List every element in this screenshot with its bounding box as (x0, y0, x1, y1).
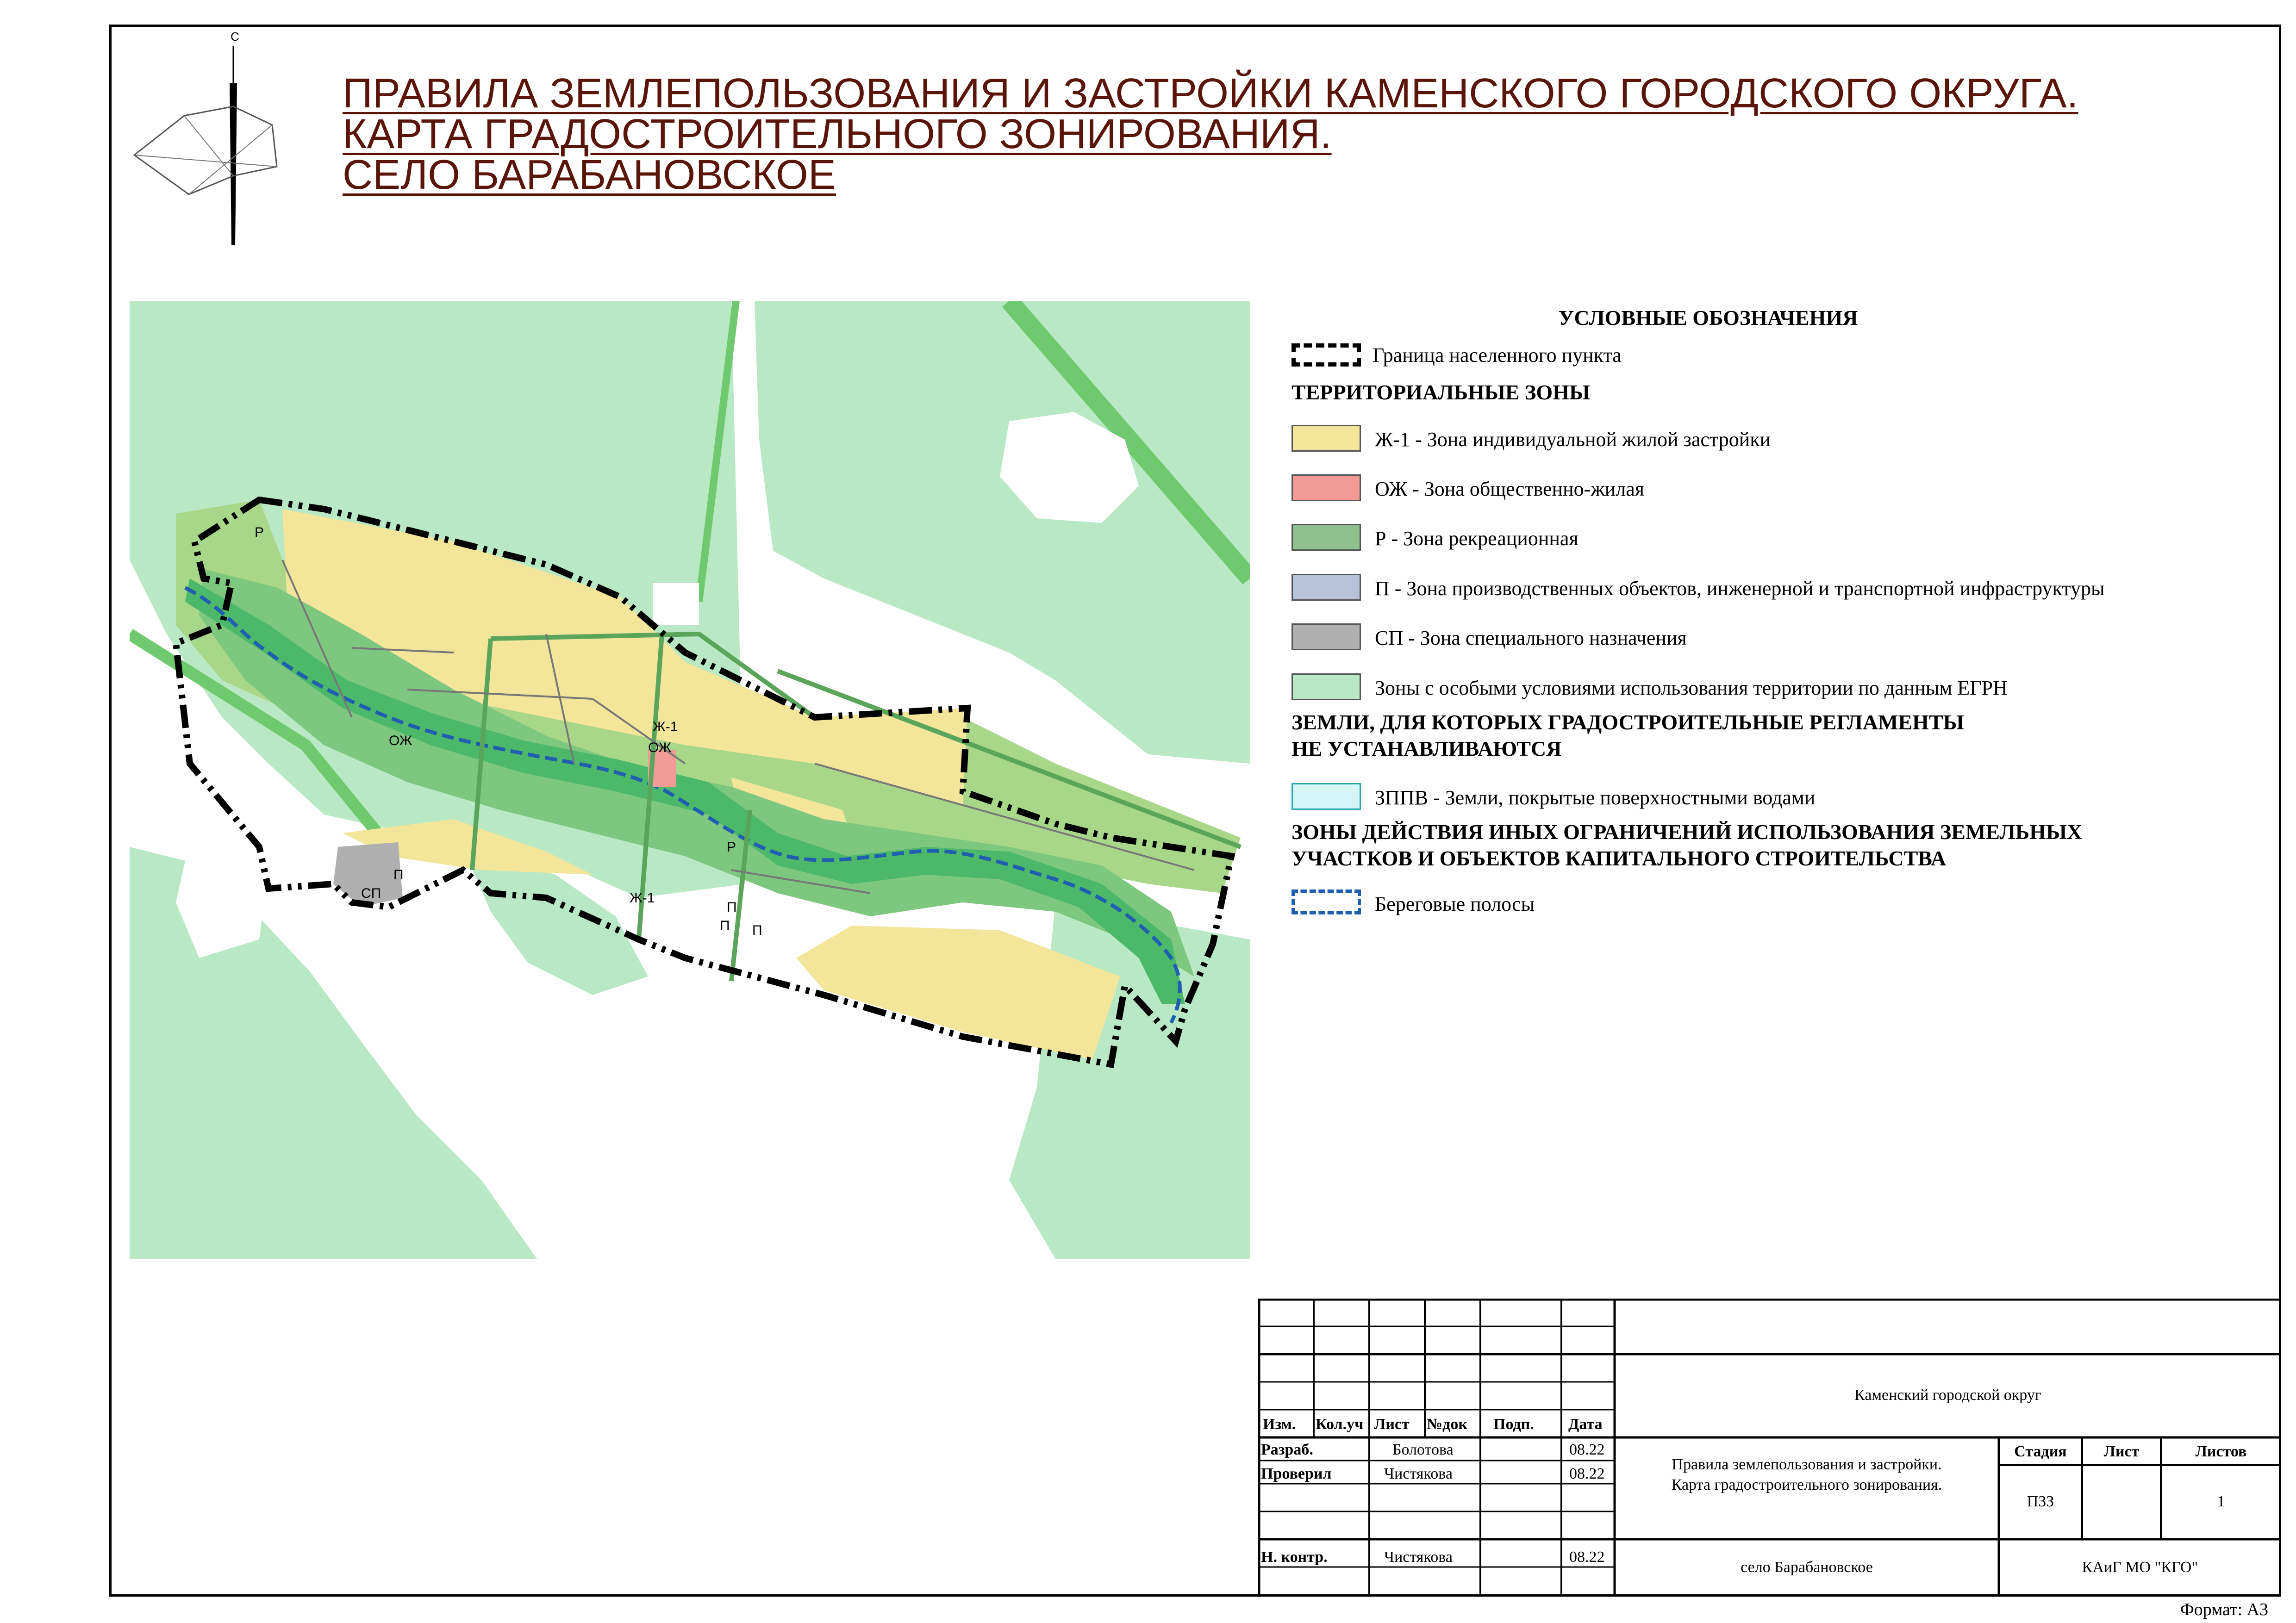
ozh-swatch (1292, 474, 1361, 501)
name-proveril: Чистякова (1384, 1465, 1453, 1482)
legend-zone-label: Ж-1 - Зона индивидуальной жилой застройки (1375, 428, 1771, 451)
map-label-p-3: П (752, 923, 762, 938)
sp-swatch (1292, 623, 1361, 650)
role-nkontr: Н. контр. (1261, 1548, 1328, 1566)
sheet-label: Лист (2103, 1443, 2140, 1460)
role-proveril: Проверил (1261, 1465, 1332, 1482)
legend-zone-label: Р - Зона рекреационная (1375, 527, 1578, 550)
north-arrow-icon (124, 28, 286, 250)
map-label-zh1-2: Ж-1 (630, 890, 655, 906)
legend-lands-heading-1: ЗЕМЛИ, ДЛЯ КОТОРЫХ ГРАДОСТРОИТЕЛЬНЫЕ РЕГЛАМЕНТЫ (1292, 710, 1964, 734)
map-label-p-2: П (720, 918, 730, 933)
legend-restr-label: Береговые полосы (1375, 893, 1535, 915)
zppv-swatch (1292, 783, 1361, 810)
name-razrab: Болотова (1392, 1441, 1454, 1458)
r-swatch (1292, 524, 1361, 551)
legend-boundary-label: Граница населенного пункта (1373, 344, 1622, 367)
title-line-2: КАРТА ГРАДОСТРОИТЕЛЬНОГО ЗОНИРОВАНИЯ. (343, 111, 1332, 157)
zh1-swatch (1292, 425, 1361, 452)
map-label-sp: СП (361, 886, 381, 901)
zoning-map (130, 301, 1250, 1259)
header-list: Лист (1374, 1416, 1410, 1433)
legend-title: УСЛОВНЫЕ ОБОЗНАЧЕНИЯ (1558, 306, 1858, 330)
map-title (343, 70, 2078, 198)
date-proveril: 08.22 (1569, 1465, 1605, 1482)
title-line-1: ПРАВИЛА ЗЕМЛЕПОЛЬЗОВАНИЯ И ЗАСТРОЙКИ КАМЕНСКОГО ГОРОДСКОГО ОКРУГА. (343, 70, 2078, 117)
legend-restr-heading-1: ЗОНЫ ДЕЙСТВИЯ ИНЫХ ОГРАНИЧЕНИЙ ИСПОЛЬЗОВАНИЯ ЗЕМЕЛЬНЫХ (1292, 820, 2083, 844)
map-label-r-2: Р (727, 839, 736, 855)
map-label-p-4: П (393, 867, 404, 883)
title-block (1258, 1299, 2281, 1597)
p-swatch (1292, 574, 1361, 601)
role-razrab: Разраб. (1261, 1441, 1313, 1458)
boundary-swatch (1292, 343, 1361, 367)
map-label-p-1: П (727, 900, 737, 915)
name-nkontr: Чистякова (1384, 1548, 1453, 1566)
legend-lands-label: ЗППВ - Земли, покрытые поверхностными водами (1375, 786, 1816, 809)
header-ndok: №док (1427, 1416, 1467, 1433)
legend-zone-label: Зоны с особыми условиями использования территории по данным ЕГРН (1375, 677, 2008, 699)
legend-zone-label: СП - Зона специального назначения (1375, 627, 1687, 649)
legend-lands-heading-2: НЕ УСТАНАВЛИВАЮТСЯ (1292, 737, 1562, 760)
organization: Каменский городской округ (1854, 1387, 2041, 1404)
header-podp: Подп. (1493, 1416, 1534, 1433)
map-label-r-1: Р (255, 525, 264, 540)
header-kol: Кол.уч (1316, 1416, 1364, 1433)
map-label-ozh-1: ОЖ (389, 733, 412, 748)
doc-title-1: Правила землепользования и застройки. (1672, 1456, 1942, 1473)
header-izm: Изм. (1263, 1416, 1296, 1433)
legend-zone-label: П - Зона производственных объектов, инженерной и транспортной инфраструктуры (1375, 577, 2105, 600)
date-nkontr: 08.22 (1569, 1548, 1605, 1566)
north-label: С (231, 30, 239, 44)
map-label-zh1-1: Ж-1 (653, 719, 678, 734)
legend-zone-label: ОЖ - Зона общественно-жилая (1375, 478, 1644, 500)
shoreline-swatch (1292, 889, 1361, 914)
place: село Барабановское (1741, 1559, 1873, 1576)
legend-restr-heading-2: УЧАСТКОВ И ОБЪЕКТОВ КАПИТАЛЬНОГО СТРОИТЕЛЬСТВА (1292, 846, 1947, 870)
stage-label: Стадия (2014, 1443, 2067, 1460)
legend-zones-heading: ТЕРРИТОРИАЛЬНЫЕ ЗОНЫ (1292, 380, 1591, 404)
egrn-swatch (1292, 673, 1361, 700)
stage-value: ПЗЗ (2027, 1493, 2054, 1510)
header-data: Дата (1568, 1416, 1603, 1433)
date-razrab: 08.22 (1569, 1441, 1605, 1458)
sheets-label: Листов (2195, 1443, 2247, 1460)
sheets-value: 1 (2217, 1493, 2225, 1510)
map-label-ozh-2: ОЖ (648, 740, 672, 755)
org-code: КАиГ МО "КГО" (2082, 1559, 2198, 1576)
paper-format: Формат: А3 (2180, 1600, 2268, 1619)
doc-title-2: Карта градостроительного зонирования. (1671, 1476, 1942, 1493)
title-line-3: СЕЛО БАРАБАНОВСКОЕ (343, 152, 836, 198)
